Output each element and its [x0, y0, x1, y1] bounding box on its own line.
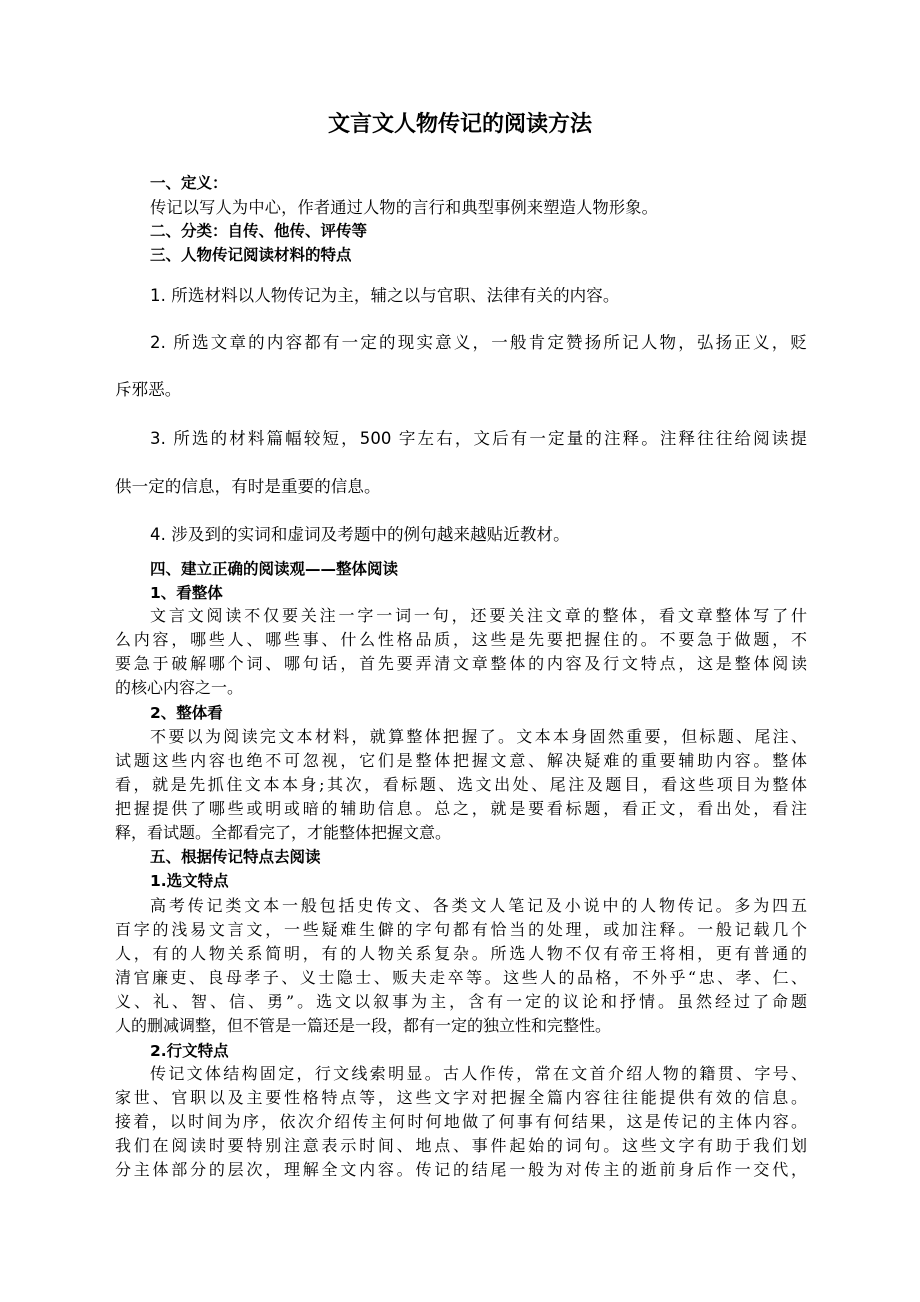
- subheading-selection-features: 1.选文特点: [150, 872, 229, 890]
- paragraph-line: 把握提供了哪些或明或暗的辅助信息。总之，就是要看标题，看正文，看出处，看注: [115, 799, 807, 818]
- section-heading-definition: 一、定义：: [150, 174, 228, 192]
- section-heading-classification: 二、分类：自传、他传、评传等: [150, 222, 368, 240]
- paragraph-line: 义、礼、智、信、勇”。选文以叙事为主，含有一定的议论和抒情。虽然经过了命题: [115, 992, 807, 1011]
- subheading-writing-features: 2.行文特点: [150, 1042, 229, 1060]
- paragraph-line: 释，看试题。全都看完了，才能整体把握文意。: [115, 823, 452, 842]
- paragraph-line: 分主体部分的层次，理解全文内容。传记的结尾一般为对传主的逝前身后作一交代，: [115, 1160, 807, 1179]
- section-heading-biography-features: 五、根据传记特点去阅读: [150, 848, 321, 866]
- feature-item-2-line-1: 2. 所选文章的内容都有一定的现实意义，一般肯定赞扬所记人物，弘扬正义，贬: [150, 333, 807, 352]
- paragraph-line: 的核心内容之一。: [115, 678, 244, 697]
- paragraph-line: 试题这些内容也绝不可忽视，它们是整体把握文意、解决疑难的重要辅助内容。整体: [115, 751, 807, 770]
- paragraph-line: 么内容，哪些人、哪些事、什么性格品质，这些是先要把握住的。不要急于做题，不: [115, 630, 807, 649]
- section-heading-reading-view: 四、建立正确的阅读观——整体阅读: [150, 560, 399, 578]
- document-title: 文言文人物传记的阅读方法: [327, 112, 592, 137]
- paragraph-line: 人，有的人物关系简明，有的人物关系复杂。所选人物不仅有帝王将相，更有普通的: [115, 944, 807, 963]
- paragraph-line: 百字的浅易文言文，一些疑难生僻的字句都有恰当的处理，或加注释。一般记载几个: [115, 920, 807, 939]
- paragraph-line: 我们在阅读时要特别注意表示时间、地点、事件起始的词句。这些文字有助于我们划: [115, 1136, 807, 1155]
- paragraph-line: 人的删减调整，但不管是一篇还是一段，都有一定的独立性和完整性。: [115, 1016, 612, 1035]
- paragraph-line: 清官廉吏、良母孝子、义士隐士、贩夫走卒等。这些人的品格，不外乎“忠、孝、仁、: [115, 968, 807, 987]
- paragraph-line: 高考传记类文本一般包括史传文、各类文人笔记及小说中的人物传记。多为四五: [150, 896, 807, 915]
- feature-item-1: 1. 所选材料以人物传记为主，辅之以与官职、法律有关的内容。: [150, 286, 620, 305]
- paragraph-line: 看，就是先抓住文本本身;其次，看标题、选文出处、尾注及题目，看这些项目为整体: [115, 775, 807, 794]
- feature-item-3-line-2: 供一定的信息，有时是重要的信息。: [115, 477, 381, 496]
- feature-item-2-line-2: 斥邪恶。: [115, 380, 182, 399]
- definition-text: 传记以写人为中心，作者通过人物的言行和典型事例来塑造人物形象。: [150, 198, 659, 217]
- section-heading-features: 三、人物传记阅读材料的特点: [150, 246, 352, 264]
- paragraph-line: 文言文阅读不仅要关注一字一词一句，还要关注文章的整体，看文章整体写了什: [150, 606, 807, 625]
- paragraph-line: 传记文体结构固定，行文线索明显。古人作传，常在文首介绍人物的籍贯、字号、: [150, 1064, 807, 1083]
- subheading-look-whole: 1、看整体: [150, 584, 223, 602]
- paragraph-line: 要急于破解哪个词、哪句话，首先要弄清文章整体的内容及行文特点，这是整体阅读: [115, 654, 807, 673]
- paragraph-line: 家世、官职以及主要性格特点等，这些文字对把握全篇内容往往能提供有效的信息。: [115, 1088, 807, 1107]
- feature-item-3-line-1: 3. 所选的材料篇幅较短，500 字左右，文后有一定量的注释。注释往往给阅读提: [150, 429, 807, 448]
- subheading-whole-look: 2、整体看: [150, 704, 223, 722]
- paragraph-line: 不要以为阅读完文本材料，就算整体把握了。文本本身固然重要，但标题、尾注、: [150, 727, 807, 746]
- paragraph-line: 接着，以时间为序，依次介绍传主何时何地做了何事有何结果，这是传记的主体内容。: [115, 1112, 807, 1131]
- feature-item-4: 4. 涉及到的实词和虚词及考题中的例句越来越贴近教材。: [150, 525, 570, 544]
